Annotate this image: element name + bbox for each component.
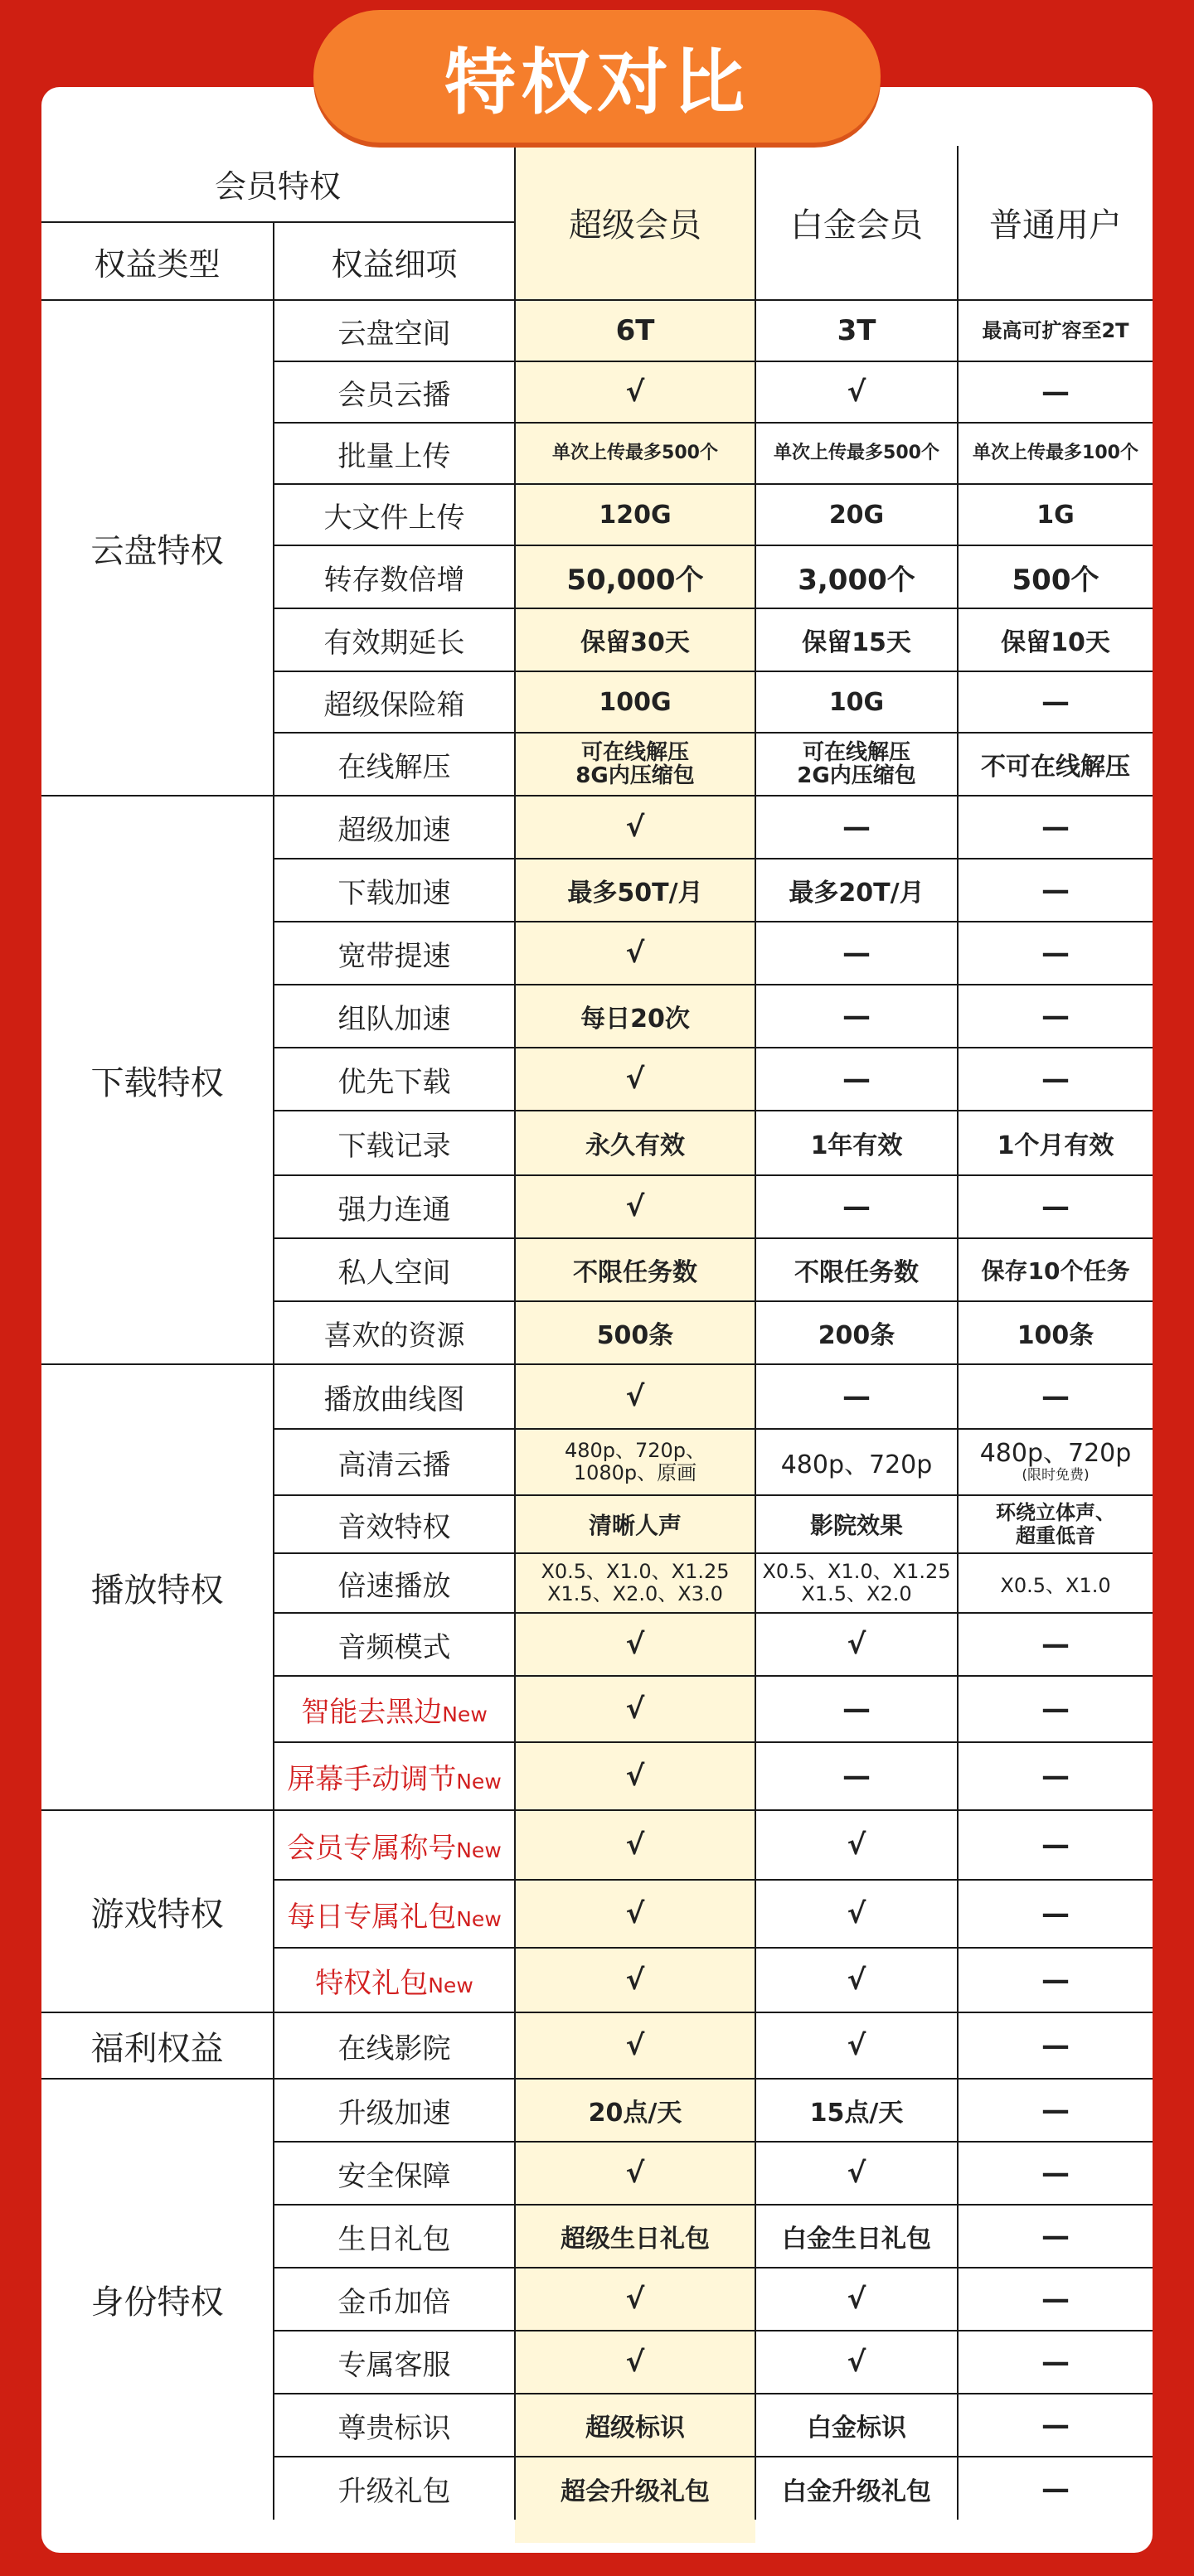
platinum-value: 单次上传最多500个 [755,423,958,484]
super-check: √ [515,1676,755,1742]
normal-value: X0.5、X1.0 [958,1553,1153,1613]
platinum-dash: — [755,1742,958,1810]
line-2: X1.5、X2.0、X3.0 [547,1582,723,1605]
line-1: X0.5、X1.0、X1.25 [762,1560,951,1583]
platinum-dash: — [755,922,958,985]
platinum-dash: — [755,985,958,1048]
item-label-new [274,1810,515,1880]
normal-dash: — [958,796,1153,859]
platinum-check: √ [755,1880,958,1948]
normal-dash: — [958,1364,1153,1429]
platinum-check: √ [755,1613,958,1676]
super-check: √ [515,1048,755,1111]
super-value: 120G [515,484,755,545]
line-2: 8G内压缩包 [575,763,695,788]
platinum-check: √ [755,2268,958,2331]
item-label: 有效期延长 [274,608,515,671]
super-check: √ [515,2331,755,2394]
normal-dash: — [958,2268,1153,2331]
platinum-check: √ [755,2331,958,2394]
normal-value: 不可在线解压 [958,733,1153,796]
item-label: 强力连通 [274,1175,515,1238]
super-check: √ [515,1175,755,1238]
normal-value: 最高可扩容至2T [958,300,1153,361]
super-check: √ [515,1364,755,1429]
platinum-value: 200条 [755,1301,958,1364]
item-label: 音效特权 [274,1495,515,1553]
item-label: 音频模式 [274,1613,515,1676]
label-text: 特权礼包 [315,1966,429,2000]
item-label: 云盘空间 [274,300,515,361]
normal-value [958,1429,1153,1495]
normal-value: 保存10个任务 [958,1238,1153,1301]
new-badge: New [456,1838,502,1862]
platinum-value: 白金生日礼包 [755,2205,958,2268]
super-value: 500条 [515,1301,755,1364]
platinum-value: 保留15天 [755,608,958,671]
new-badge: New [456,1906,502,1931]
platinum-dash: — [755,796,958,859]
comparison-table [41,0,1153,2520]
new-badge: New [442,1702,488,1726]
platinum-check: √ [755,1948,958,2012]
item-label: 升级礼包 [274,2457,515,2520]
normal-value: 1个月有效 [958,1111,1153,1175]
category-game: 游戏特权 [41,1810,274,2012]
item-label: 倍速播放 [274,1553,515,1613]
normal-dash: — [958,2205,1153,2268]
normal-dash: — [958,1676,1153,1742]
normal-value: 100条 [958,1301,1153,1364]
normal-value: 500个 [958,545,1153,608]
super-check: √ [515,2142,755,2205]
line-1: 480p、720p、 [564,1439,706,1462]
normal-dash: — [958,1948,1153,2012]
category-playback: 播放特权 [41,1364,274,1810]
super-check: √ [515,1880,755,1948]
normal-value: 1G [958,484,1153,545]
platinum-value: 480p、720p [755,1429,958,1495]
platinum-dash: — [755,1048,958,1111]
super-value: 超级标识 [515,2394,755,2457]
item-label: 优先下载 [274,1048,515,1111]
platinum-value: 影院效果 [755,1495,958,1553]
normal-dash: — [958,361,1153,423]
super-check: √ [515,1742,755,1810]
item-label: 大文件上传 [274,484,515,545]
item-label-new [274,1742,515,1810]
item-label: 批量上传 [274,423,515,484]
super-value: 100G [515,671,755,733]
line-1: 480p、720p [979,1439,1132,1468]
super-value: 每日20次 [515,985,755,1048]
super-value: 永久有效 [515,1111,755,1175]
platinum-check: √ [755,1810,958,1880]
platinum-dash: — [755,1364,958,1429]
line-1: 可在线解压 [802,740,910,765]
platinum-check: √ [755,2142,958,2205]
normal-dash: — [958,2079,1153,2142]
normal-dash: — [958,859,1153,922]
platinum-value: 白金升级礼包 [755,2457,958,2520]
platinum-dash: — [755,1676,958,1742]
super-value: 超级生日礼包 [515,2205,755,2268]
item-label: 在线影院 [274,2012,515,2079]
normal-value: 保留10天 [958,608,1153,671]
header-platinum: 白金会员 [755,146,958,300]
line-2: 2G内压缩包 [797,763,916,788]
new-badge: New [456,1769,502,1794]
label-text: 智能去黑边 [301,1695,443,1729]
platinum-value: 1年有效 [755,1111,958,1175]
super-value: 20点/天 [515,2079,755,2142]
item-label: 超级加速 [274,796,515,859]
header-normal: 普通用户 [958,146,1153,300]
header-detail: 权益细项 [274,222,515,300]
super-check: √ [515,2268,755,2331]
normal-dash: — [958,1880,1153,1948]
super-check: √ [515,1613,755,1676]
platinum-check: √ [755,361,958,423]
header-group: 会员特权 [41,146,515,222]
item-label: 高清云播 [274,1429,515,1495]
platinum-value: 不限任务数 [755,1238,958,1301]
free-note: (限时免费) [1022,1467,1090,1484]
super-value: 单次上传最多500个 [515,423,755,484]
normal-value [958,1495,1153,1553]
new-badge: New [428,1973,473,1997]
super-value: 保留30天 [515,608,755,671]
line-2: 超重低音 [1016,1524,1095,1547]
line-2: 1080p、原画 [573,1461,697,1484]
normal-dash: — [958,2331,1153,2394]
item-label: 超级保险箱 [274,671,515,733]
platinum-value: 15点/天 [755,2079,958,2142]
normal-dash: — [958,2012,1153,2079]
category-download: 下载特权 [41,796,274,1364]
super-check: √ [515,796,755,859]
header-type: 权益类型 [41,222,274,300]
item-label: 喜欢的资源 [274,1301,515,1364]
item-label: 下载加速 [274,859,515,922]
normal-dash: — [958,1613,1153,1676]
item-label: 下载记录 [274,1111,515,1175]
item-label: 升级加速 [274,2079,515,2142]
super-value: 最多50T/月 [515,859,755,922]
platinum-value [755,733,958,796]
super-check: √ [515,2012,755,2079]
category-identity: 身份特权 [41,2079,274,2520]
item-label: 转存数倍增 [274,545,515,608]
super-value [515,733,755,796]
category-cloud: 云盘特权 [41,300,274,796]
category-welfare: 福利权益 [41,2012,274,2079]
super-check: √ [515,1810,755,1880]
normal-value: 单次上传最多100个 [958,423,1153,484]
platinum-value: 20G [755,484,958,545]
item-label: 组队加速 [274,985,515,1048]
super-value: 清晰人声 [515,1495,755,1553]
normal-dash: — [958,2394,1153,2457]
item-label-new [274,1948,515,2012]
normal-dash: — [958,1810,1153,1880]
page-title: 特权对比 [313,10,881,143]
platinum-value: 最多20T/月 [755,859,958,922]
normal-dash: — [958,671,1153,733]
label-text: 会员专属称号 [287,1831,457,1865]
normal-dash: — [958,1742,1153,1810]
item-label: 播放曲线图 [274,1364,515,1429]
line-2: X1.5、X2.0 [801,1582,912,1605]
item-label: 宽带提速 [274,922,515,985]
normal-dash: — [958,1175,1153,1238]
item-label: 生日礼包 [274,2205,515,2268]
platinum-value [755,1553,958,1613]
normal-dash: — [958,2142,1153,2205]
platinum-value: 白金标识 [755,2394,958,2457]
platinum-value: 10G [755,671,958,733]
normal-dash: — [958,985,1153,1048]
platinum-dash: — [755,1175,958,1238]
super-value: 超会升级礼包 [515,2457,755,2520]
item-label: 安全保障 [274,2142,515,2205]
super-value [515,1429,755,1495]
super-value [515,1553,755,1613]
line-1: 可在线解压 [580,740,689,765]
item-label: 在线解压 [274,733,515,796]
platinum-value: 3T [755,300,958,361]
super-value: 不限任务数 [515,1238,755,1301]
normal-dash: — [958,2457,1153,2520]
super-value: 50,000个 [515,545,755,608]
item-label: 会员云播 [274,361,515,423]
header-super: 超级会员 [515,146,755,300]
line-1: 环绕立体声、 [996,1501,1115,1524]
label-text: 屏幕手动调节 [287,1762,457,1796]
super-value: 6T [515,300,755,361]
item-label: 专属客服 [274,2331,515,2394]
line-1: X0.5、X1.0、X1.25 [541,1560,730,1583]
item-label: 尊贵标识 [274,2394,515,2457]
item-label-new [274,1676,515,1742]
label-text: 每日专属礼包 [287,1900,457,1934]
platinum-check: √ [755,2012,958,2079]
super-check: √ [515,361,755,423]
item-label: 金币加倍 [274,2268,515,2331]
item-label-new [274,1880,515,1948]
super-check: √ [515,922,755,985]
item-label: 私人空间 [274,1238,515,1301]
platinum-value: 3,000个 [755,545,958,608]
normal-dash: — [958,922,1153,985]
normal-dash: — [958,1048,1153,1111]
super-check: √ [515,1948,755,2012]
